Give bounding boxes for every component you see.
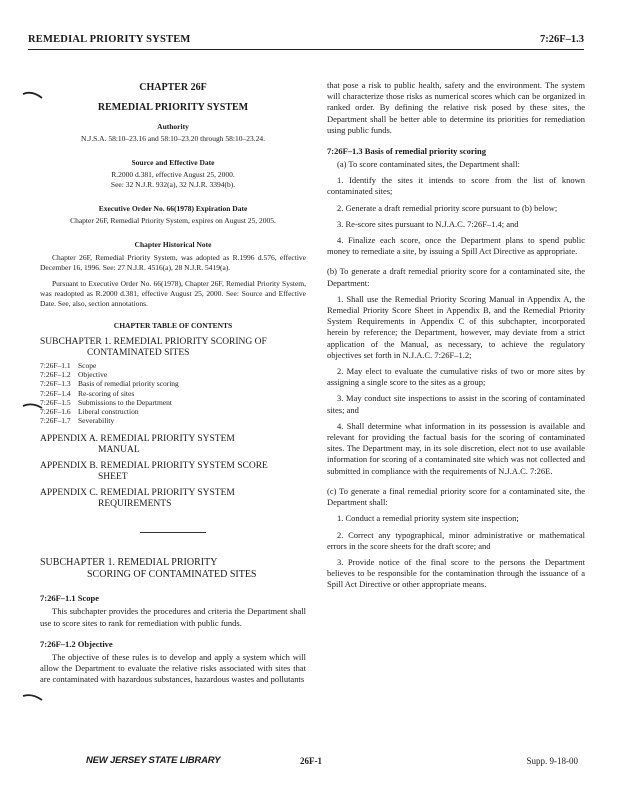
right-column bbox=[327, 80, 585, 591]
supplement-date: Supp. 9-18-00 bbox=[526, 756, 578, 766]
subsection-a-item: 2. Generate a draft remedial priority score pursuant to (b) below; bbox=[337, 202, 558, 213]
subsection-b-item: 4. Shall determine what information in its possession is available and relevant for providing the factual basis for the scoring of contaminated sites. The Department may, in its sole discretion, elect not to use available information for scoring of a contaminated site which was not collected and submitted in compliance with the requirements of N.J.A.C. 7:26E. bbox=[327, 420, 585, 476]
history-paragraph-2: Pursuant to Executive Order No. 66(1978), Chapter 26F, Remedial Priority System, was readopted as R.2000 d.381, effective August 25, 2000. See: Source and Effective Date. See, also, section annotations. bbox=[40, 279, 306, 308]
toc-item: 7:26F–1.3 Basis of remedial priority scoring bbox=[40, 379, 179, 389]
section-divider bbox=[140, 532, 206, 533]
toc-list bbox=[40, 361, 306, 425]
header-section-number: 7:26F–1.3 bbox=[539, 34, 584, 45]
subchapter-heading: SUBCHAPTER 1. REMEDIAL PRIORITY SCORING OF CONTAMINATED SITES bbox=[40, 557, 257, 581]
history-heading: Chapter Historical Note bbox=[134, 240, 212, 249]
section-1-2-text: The objective of these rules is to develop and apply a system which will allow the Department to evaluate the relative risks associated with sites that are contaminated with hazardous substances, hazardous wastes and pollutants bbox=[40, 651, 306, 685]
subsection-c-item: 3. Provide notice of the final score to the persons the Department believes to be responsible for the contamination through the issuance of a Spill Act Directive or other appropriate means. bbox=[327, 556, 585, 590]
subsection-b-intro: (b) To generate a draft remedial priority score for a contaminated site, the Department: bbox=[327, 266, 585, 288]
page-footer bbox=[0, 755, 618, 769]
page-number: 26F-1 bbox=[300, 756, 322, 766]
toc-appendix-a: APPENDIX A. REMEDIAL PRIORITY SYSTEM MANUAL bbox=[40, 434, 235, 456]
running-header bbox=[28, 33, 584, 50]
section-1-1-text: This subchapter provides the procedures and criteria the Department shall use to score sites to rank for remediation with public funds. bbox=[40, 606, 306, 628]
subsection-b-item: 2. May elect to evaluate the cumulative risks of two or more sites by assigning a single score to the sites as a group; bbox=[327, 366, 585, 388]
subsection-a-intro: (a) To score contaminated sites, the Department shall: bbox=[337, 159, 520, 170]
authority-text: N.J.S.A. 58:10–23.16 and 58:10–23.20 through 58:10–23.24. bbox=[81, 134, 265, 143]
exec-order-text: Chapter 26F, Remedial Priority System, expires on August 25, 2005. bbox=[70, 216, 276, 225]
toc-subchapter-title: SUBCHAPTER 1. REMEDIAL PRIORITY SCORING OF CONTAMINATED SITES bbox=[40, 337, 267, 358]
exec-order-heading: Executive Order No. 66(1978) Expiration Date bbox=[98, 204, 248, 213]
source-heading: Source and Effective Date bbox=[131, 158, 215, 167]
section-1-1-heading: 7:26F–1.1 Scope bbox=[40, 593, 100, 604]
toc-item: 7:26F–1.6 Liberal construction bbox=[40, 407, 139, 417]
subsection-b-item: 3. May conduct site inspections to assist in the scoring of contaminated sites; and bbox=[327, 393, 585, 415]
toc-appendix-c: APPENDIX C. REMEDIAL PRIORITY SYSTEM REQUIREMENTS bbox=[40, 488, 235, 510]
subsection-c-item: 2. Correct any typographical, minor administrative or mathematical errors in the score sheets for the draft score; and bbox=[327, 529, 585, 551]
chapter-title: REMEDIAL PRIORITY SYSTEM bbox=[97, 102, 249, 113]
source-line-1: R.2000 d.381, effective August 25, 2000. bbox=[111, 170, 235, 179]
toc-item: 7:26F–1.4 Re-scoring of sites bbox=[40, 388, 135, 398]
margin-mark-icon bbox=[22, 691, 44, 703]
toc-item: 7:26F–1.5 Submissions to the Department bbox=[40, 397, 172, 407]
subsection-a-item: 3. Re-score sites pursuant to N.J.A.C. 7:26F–1.4; and bbox=[337, 218, 519, 229]
section-1-2-heading: 7:26F–1.2 Objective bbox=[40, 638, 113, 649]
toc-heading: CHAPTER TABLE OF CONTENTS bbox=[113, 321, 233, 330]
library-stamp: NEW JERSEY STATE LIBRARY bbox=[86, 755, 221, 766]
subsection-b-item: 1. Shall use the Remedial Priority Scoring Manual in Appendix A, the Remedial Priority Score Sheet in Appendix B, and the Remedial Priority System Requirements in Appendix C of this subchapter, incorporated herein by reference; the Department, however, may deviate from a strict application of the Manual, as necessary, to achieve the regulatory objectives set forth in N.J.A.C. 7:26F–1.2; bbox=[327, 293, 585, 360]
toc-item: 7:26F–1.1 Scope bbox=[40, 361, 97, 370]
toc-item: 7:26F–1.2 Objective bbox=[40, 370, 108, 380]
subsection-c-intro: (c) To generate a final remedial priority score for a contaminated site, the Department shall: bbox=[327, 485, 585, 508]
objective-continuation: that pose a risk to public health, safety and the environment. The system will characterize those risks as numerical scores which can be organized in ranked order. By defining the relative risk posed by these sites, the Department shall be better able to determine its priorities for remediation using public funds. bbox=[327, 80, 585, 135]
history-paragraph-1: Chapter 26F, Remedial Priority System, was adopted as R.1996 d.576, effective December 16, 1996. See: 27 N.J.R. 4516(a), 28 N.J.R. 5419(a). bbox=[40, 253, 306, 272]
authority-heading: Authority bbox=[157, 122, 189, 131]
subsection-c-item: 1. Conduct a remedial priority system site inspection; bbox=[337, 513, 519, 524]
source-line-2: See: 32 N.J.R. 932(a), 32 N.J.R. 3394(b). bbox=[110, 180, 236, 189]
toc-appendix-b: APPENDIX B. REMEDIAL PRIORITY SYSTEM SCORE SHEET bbox=[40, 461, 268, 483]
chapter-label: CHAPTER 26F bbox=[139, 82, 207, 93]
subsection-a-item: 1. Identify the sites it intends to score from the list of known contaminated sites; bbox=[327, 175, 585, 197]
toc-item: 7:26F–1.7 Severability bbox=[40, 416, 115, 426]
header-title: REMEDIAL PRIORITY SYSTEM bbox=[28, 34, 191, 45]
left-column bbox=[40, 80, 306, 685]
section-1-3-heading: 7:26F–1.3 Basis of remedial priority scoring bbox=[327, 146, 486, 157]
subsection-a-item: 4. Finalize each score, once the Department plans to spend public money to remediate a site, by issuing a Spill Act Directive as appropriate. bbox=[327, 235, 585, 257]
